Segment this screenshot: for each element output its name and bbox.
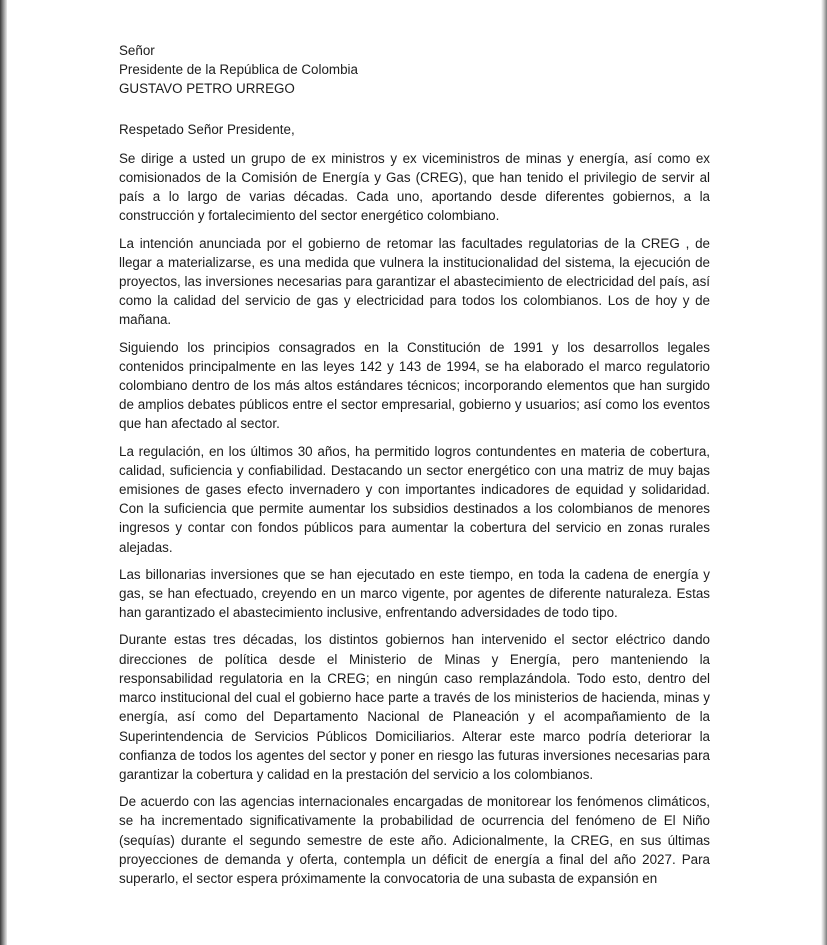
addressee-block: [119, 41, 710, 99]
paragraph-three-decades: Durante estas tres décadas, los distintos gobiernos han intervenido el sector eléctrico dando direcciones de política desde el Ministerio de Minas y Energía, pero manteniendo la responsabilidad regulatoria en la CREG; en ningún caso remplazándola. Todo esto, dentro del marco institucional del cual el gobierno hace parte a través de los ministerios de hacienda, minas y energía, así como del Departamento Nacional de Planeación y el acompañamiento de la Superintendencia de Servicios Públicos Domiciliarios. Alterar este marco podría deteriorar la confianza de todos los agentes del sector y poner en riesgo las futuras inversiones necesarias para garantizar la cobertura y calidad en la prestación del servicio a los colombianos.: [119, 632, 710, 782]
paragraph-el-nino: De acuerdo con las agencias internacionales encargadas de monitorear los fenómenos climáticos, se ha incrementado significativamente la probabilidad de ocurrencia del fenómeno de El Niño (sequías) durante el segundo semestre de este año. Adicionalmente, la CREG, en sus últimas proyecciones de demanda y oferta, contempla un déficit de energía a final del año 2027. Para superarlo, el sector espera próximamente la convocatoria de una subasta de expansión en: [119, 794, 710, 886]
paragraph-regulatory-framework: Siguiendo los principios consagrados en la Constitución de 1991 y los desarrollos legales contenidos principalmente en las leyes 142 y 143 de 1994, se ha elaborado el marco regulatorio colombiano dentro de los más altos estándares técnicos; incorporando elementos que han surgido de amplios debates públicos entre el sector empresarial, gobierno y usuarios; así como los eventos que han afectado al sector.: [119, 339, 710, 432]
paragraph-introduction: Se dirige a usted un grupo de ex ministros y ex viceministros de minas y energía, así como ex comisionados de la Comisión de Energía y Gas (CREG), que han tenido el privilegio de servir al país a lo largo de varias décadas. Cada uno, aportando desde diferentes gobiernos, a la construcción y fortalecimiento del sector energético colombiano.: [119, 150, 710, 224]
letter-body: [119, 41, 710, 896]
salutation: Respetado Señor Presidente,: [119, 121, 295, 137]
paragraph-regulation-achievements: La regulación, en los últimos 30 años, ha permitido logros contundentes en materia de cobertura, calidad, suficiencia y confiabilidad. Destacando un sector energético con una matriz de muy bajas emisiones de gases efecto invernadero y con importantes indicadores de equidad y solidaridad. Con la suficiencia que permite aumentar los subsidios destinados a los colombianos de menores ingresos y contar con fondos públicos para aumentar la cobertura del servicio en zonas rurales alejadas.: [119, 443, 710, 555]
paragraph-creg-intention: La intención anunciada por el gobierno de retomar las facultades regulatorias de la CREG , de llegar a materializarse, es una medida que vulnera la institucionalidad del sistema, la ejecución de proyectos, las inversiones necesarias para garantizar el abastecimiento de electricidad del país, así como la calidad del servicio de gas y electricidad para todos los colombianos. Los de hoy y de mañana.: [119, 235, 710, 328]
addressee-line-name: GUSTAVO PETRO URREGO: [119, 81, 295, 97]
page-right-edge-shadow: [821, 0, 827, 945]
addressee-line-office: Presidente de la República de Colombia: [119, 62, 358, 78]
page-left-edge-shadow: [0, 0, 7, 945]
paragraph-investments: Las billonarias inversiones que se han ejecutado en este tiempo, en toda la cadena de energía y gas, se han efectuado, creyendo en un marco vigente, por agentes de diferente naturaleza. Estas han garantizado el abastecimiento inclusive, enfrentando adversidades de todo tipo.: [119, 566, 710, 621]
addressee-line-title: Señor: [119, 43, 155, 58]
